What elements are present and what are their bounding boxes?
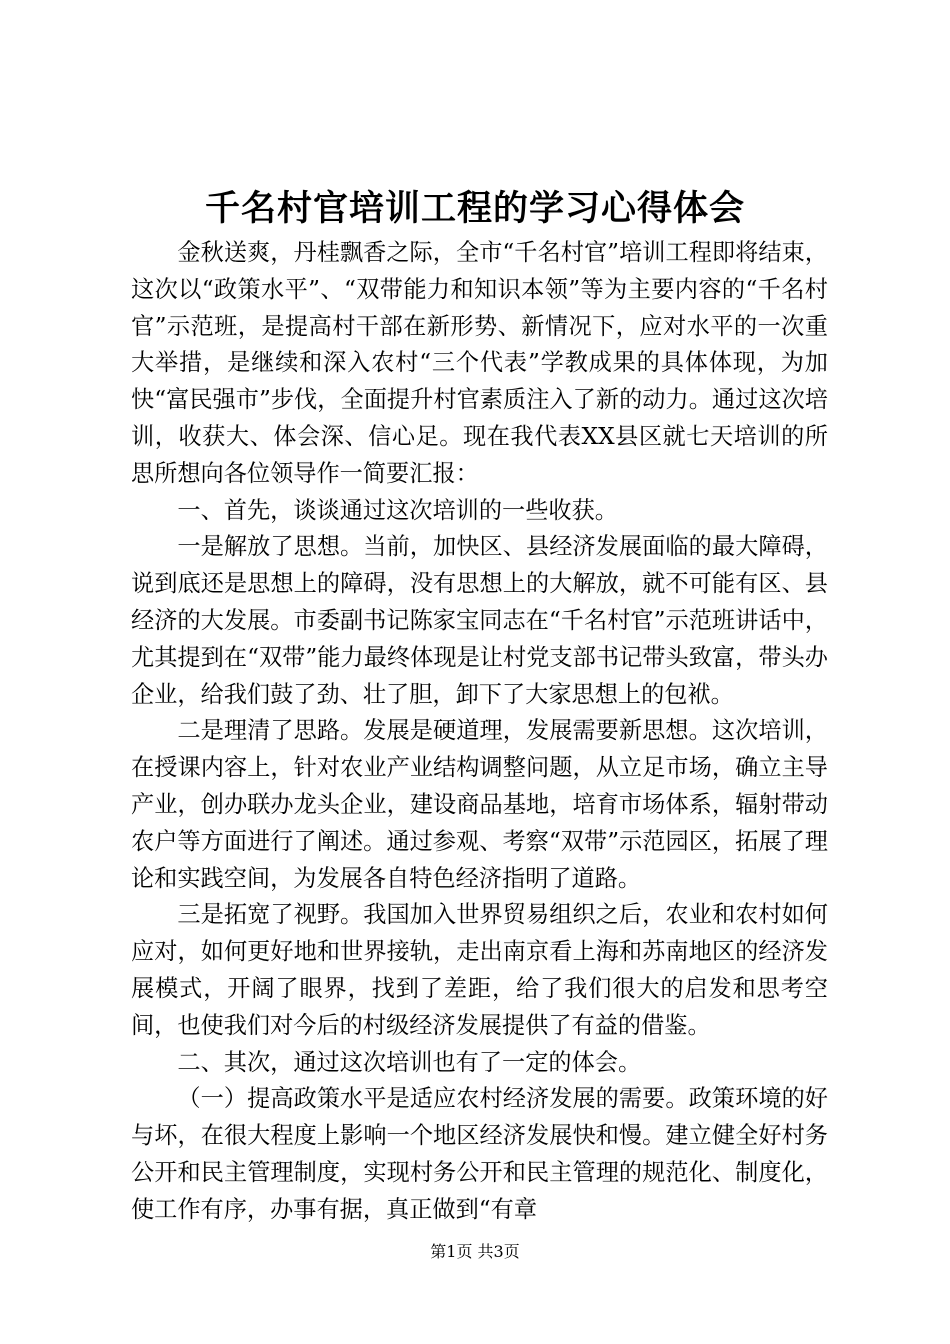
paragraph-gain-2: 二是理清了思路。发展是硬道理，发展需要新思想。这次培训，在授课内容上，针对农业产业结构调整问题，从立足市场，确立主导产业，创办联办龙头企业，建设商品基地，培育市场体系，辐射带动农户等方面进行了阐述。通过参观、考察“双带”示范园区，拓展了理论和实践空间，为发展各自特色经济指明了道路。 [131, 717, 828, 892]
paragraph-insight-1: （一）提高政策水平是适应农村经济发展的需要。政策环境的好与坏，在很大程度上影响一个地区经济发展快和慢。建立健全好村务公开和民主管理制度，实现村务公开和民主管理的规范化、制度化，使工作有序，办事有据，真正做到“有章 [131, 1085, 828, 1223]
paragraph-gain-1: 一是解放了思想。当前，加快区、县经济发展面临的最大障碍，说到底还是思想上的障碍，没有思想上的大解放，就不可能有区、县经济的大发展。市委副书记陈家宝同志在“千名村官”示范班讲话中，尤其提到在“双带”能力最终体现是让村党支部书记带头致富，带头办企业，给我们鼓了劲、壮了胆，卸下了大家思想上的包袱。 [131, 533, 828, 708]
document-title: 千名村官培训工程的学习心得体会 [204, 188, 745, 229]
page-number-footer: 第1页 共3页 [430, 1242, 520, 1261]
document-body [131, 235, 828, 1229]
section-heading-insights: 二、其次，通过这次培训也有了一定的体会。 [177, 1048, 642, 1076]
paragraph-gain-3: 三是拓宽了视野。我国加入世界贸易组织之后，农业和农村如何应对，如何更好地和世界接轨，走出南京看上海和苏南地区的经济发展模式，开阔了眼界，找到了差距，给了我们很大的启发和思考空间，也使我们对今后的村级经济发展提供了有益的借鉴。 [131, 901, 828, 1039]
section-heading-gains: 一、首先，谈谈通过这次培训的一些收获。 [177, 496, 618, 524]
paragraph-intro: 金秋送爽，丹桂飘香之际，全市“千名村官”培训工程即将结束，这次以“政策水平”、“双带能力和知识本领”等为主要内容的“千名村官”示范班，是提高村干部在新形势、新情况下，应对水平的一次重大举措，是继续和深入农村“三个代表”学教成果的具体体现，为加快“富民强市”步伐，全面提升村官素质注入了新的动力。通过这次培训，收获大、体会深、信心足。现在我代表XX县区就七天培训的所思所想向各位领导作一简要汇报： [131, 239, 828, 487]
